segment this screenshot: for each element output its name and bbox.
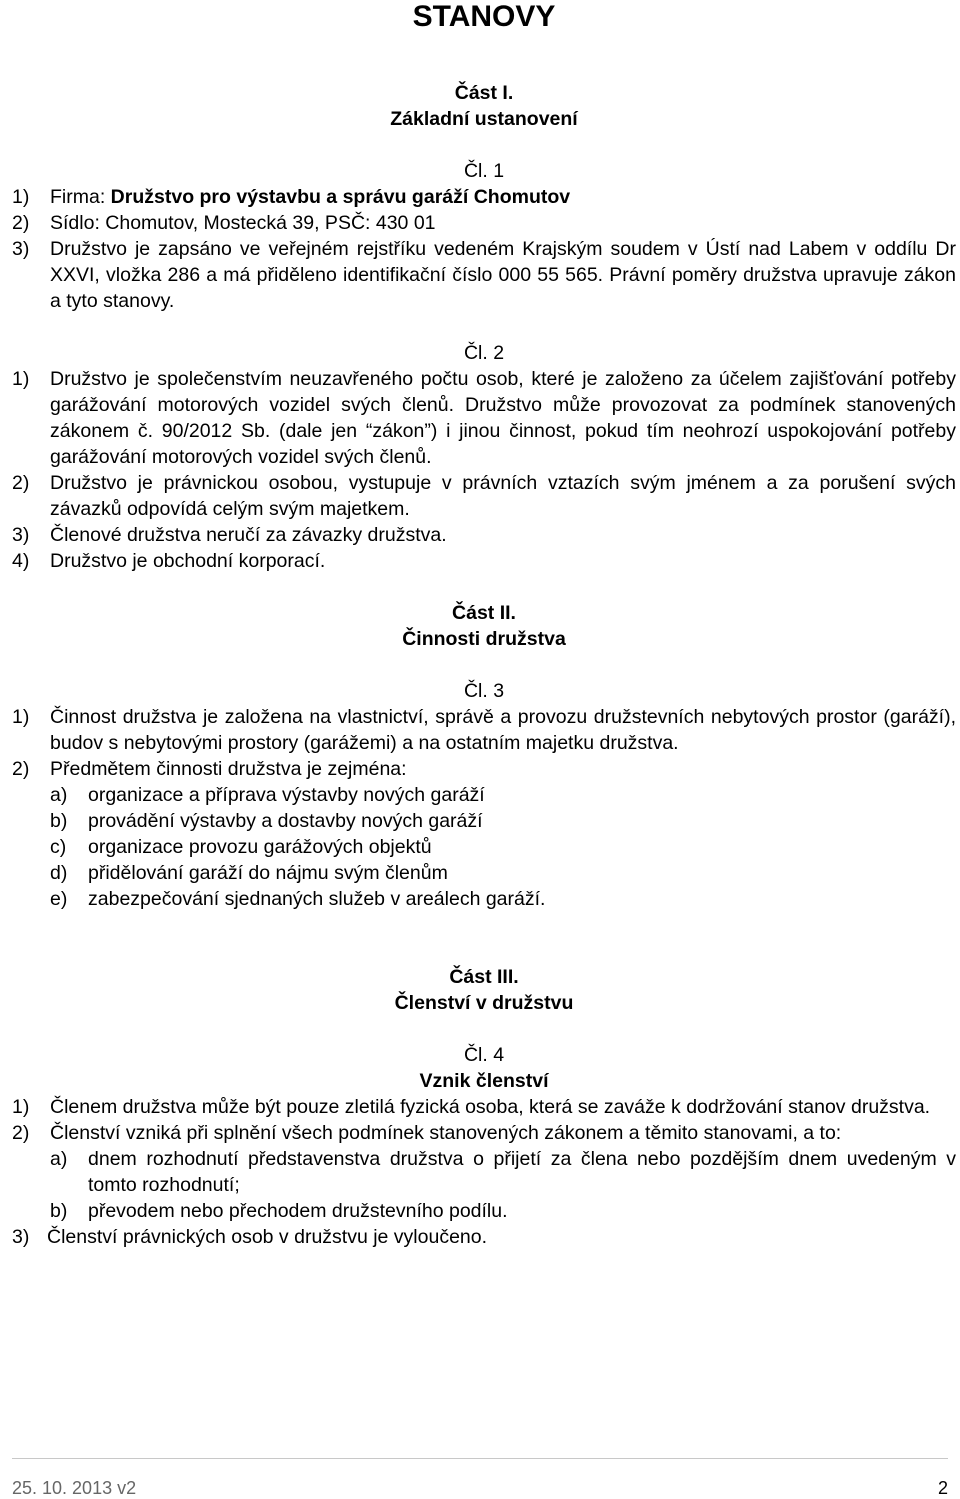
- activity-e: [12, 886, 956, 912]
- membership-sub-a: [12, 1146, 956, 1198]
- article1-item3: [12, 236, 956, 314]
- article2-item4: [12, 548, 956, 574]
- article4-item1: [12, 1094, 956, 1120]
- item-text: Předmětem činnosti družstva je zejména:: [50, 758, 407, 780]
- item-number: 3): [12, 238, 30, 260]
- article1-item1: [12, 184, 956, 210]
- article3-item1: [12, 704, 956, 756]
- item-text: Družstvo je obchodní korporací.: [50, 550, 326, 572]
- page-footer: [12, 1458, 948, 1498]
- activity-a: [12, 782, 956, 808]
- item-number: 2): [12, 758, 30, 780]
- item-number: 1): [12, 706, 30, 728]
- sub-text: organizace a příprava výstavby nových garáží: [88, 784, 485, 806]
- item-text: Členové družstva neručí za závazky družstva.: [50, 524, 447, 546]
- item-number: 3): [12, 1226, 30, 1248]
- article4-item3: [12, 1224, 956, 1250]
- article3-item2: [12, 756, 956, 782]
- part1-heading: Část I.: [454, 82, 514, 104]
- page-number: 2: [937, 1478, 948, 1498]
- part2-subheading: Činnosti družstva: [402, 628, 566, 650]
- item-text: Činnost družstva je založena na vlastnictví, správě a provozu družstevních nebytových prostor (garáží), budov s nebytovými prostory (garážemi) a na ostatním majetku družstva.: [50, 706, 956, 754]
- article4-title: Vznik členství: [419, 1070, 549, 1092]
- sub-number: b): [50, 810, 68, 832]
- item-number: 2): [12, 1122, 30, 1144]
- membership-sub-b: [12, 1198, 956, 1224]
- item-number: 1): [12, 368, 30, 390]
- article4-label: Čl. 4: [463, 1044, 505, 1066]
- item-number: 2): [12, 212, 30, 234]
- footer-date: 25. 10. 2013 v2: [12, 1478, 137, 1498]
- part1-subheading: Základní ustanovení: [390, 108, 578, 130]
- sub-number: b): [50, 1200, 68, 1222]
- item-text: Členem družstva může být pouze zletilá fyzická osoba, která se zaváže k dodržování stanov družstva.: [50, 1096, 931, 1118]
- sub-text: převodem nebo přechodem družstevního podílu.: [88, 1200, 508, 1222]
- item-number: 3): [12, 524, 30, 546]
- part2-heading: Část II.: [452, 602, 516, 624]
- sub-number: a): [50, 784, 68, 806]
- sub-text: zabezpečování sjednaných služeb v areálech garáží.: [88, 888, 546, 910]
- firm-label: Firma:: [50, 186, 111, 208]
- article3-label: Čl. 3: [463, 680, 505, 702]
- document-title: STANOVY: [412, 0, 556, 33]
- item-number: 1): [12, 1096, 30, 1118]
- item-text: Družstvo je zapsáno ve veřejném rejstříku vedeném Krajským soudem v Ústí nad Labem v oddílu Dr XXVI, vložka 286 a má přiděleno identifikační číslo 000 55 565. Právní poměry družstva upravuje zákon a tyto stanovy.: [50, 238, 956, 312]
- item-text: Družstvo je právnickou osobou, vystupuje v právních vztazích svým jménem a za porušení svých závazků odpovídá celým svým majetkem.: [50, 472, 956, 520]
- sub-number: d): [50, 862, 68, 884]
- article2-item2: [12, 470, 956, 522]
- sub-text: přidělování garáží do nájmu svým členům: [88, 862, 448, 884]
- part3-heading: Část III.: [449, 966, 519, 988]
- article2-label: Čl. 2: [463, 342, 505, 364]
- sub-text: provádění výstavby a dostavby nových garáží: [88, 810, 483, 832]
- sub-text: dnem rozhodnutí představenstva družstva o přijetí za člena nebo pozdějším dnem uvedeným v tomto rozhodnutí;: [88, 1148, 956, 1196]
- item-text: Sídlo: Chomutov, Mostecká 39, PSČ: 430 01: [50, 212, 436, 234]
- sub-number: e): [50, 888, 68, 910]
- item-number: 1): [12, 186, 30, 208]
- document-page: [12, 0, 956, 1250]
- article1-label: Čl. 1: [463, 160, 505, 182]
- item-text: Členství vzniká při splnění všech podmínek stanovených zákonem a těmito stanovami, a to:: [50, 1122, 842, 1144]
- activity-b: [12, 808, 956, 834]
- article2-item3: [12, 522, 956, 548]
- sub-text: organizace provozu garážových objektů: [88, 836, 432, 858]
- activity-d: [12, 860, 956, 886]
- article2-item1: [12, 366, 956, 470]
- part3-subheading: Členství v družstvu: [394, 992, 574, 1014]
- article1-item2: [12, 210, 956, 236]
- item-number: 2): [12, 472, 30, 494]
- sub-number: a): [50, 1148, 68, 1170]
- article4-item2: [12, 1120, 956, 1146]
- activity-c: [12, 834, 956, 860]
- item-text: Členství právnických osob v družstvu je vyloučeno.: [47, 1226, 488, 1248]
- sub-number: c): [50, 836, 67, 858]
- item-text: Družstvo je společenstvím neuzavřeného počtu osob, které je založeno za účelem zajišťování potřeby garážování motorových vozidel svých členů. Družstvo může provozovat za podmínek stanovených zákonem č. 90/2012 Sb. (dale jen “zákon”) i jinou činnost, pokud tím neohrozí uspokojování potřeby garážování motorových vozidel svých členů.: [50, 368, 956, 468]
- item-number: 4): [12, 550, 30, 572]
- firm-name: Družstvo pro výstavbu a správu garáží Chomutov: [110, 186, 571, 208]
